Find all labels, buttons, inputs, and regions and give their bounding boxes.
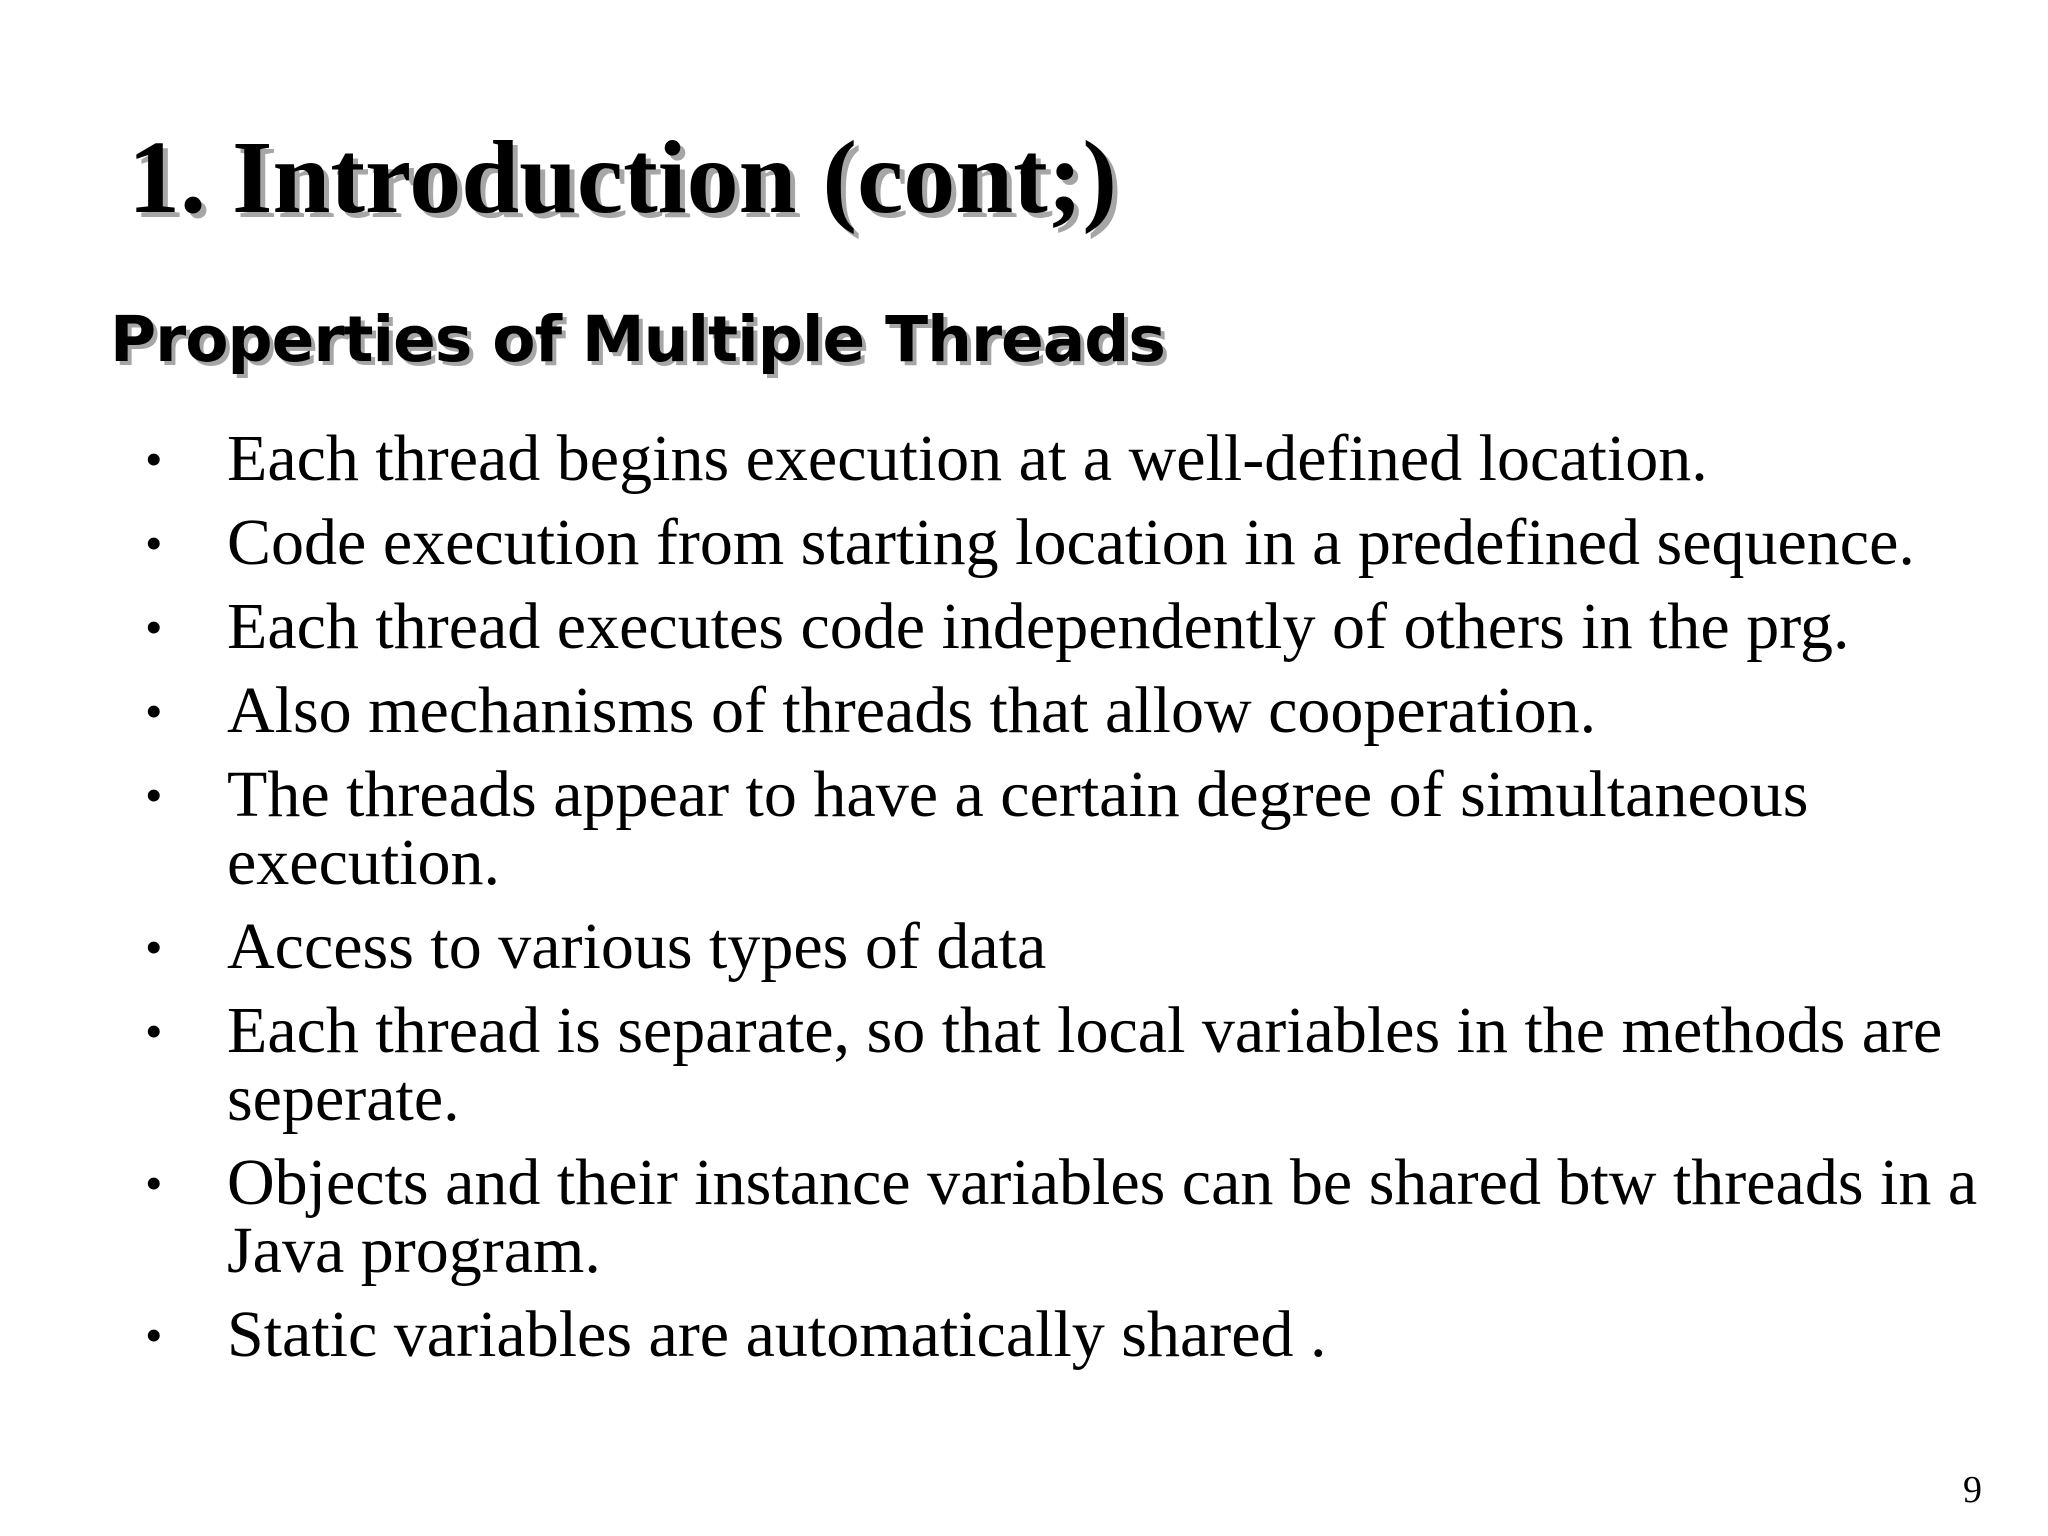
bullet-icon: • [145, 1003, 163, 1059]
bullet-text: The threads appear to have a certain degree of simultaneous execution. [227, 758, 1809, 899]
bullet-icon: • [145, 431, 163, 487]
bullet-text: Access to various types of data [227, 910, 1047, 983]
bullet-icon: • [145, 1155, 163, 1211]
bullet-item [145, 506, 2015, 579]
bullet-text: Each thread is separate, so that local variables in the methods are seperate. [227, 994, 1943, 1135]
slide-title: 1. Introduction (cont;) [128, 120, 1117, 235]
bullet-icon: • [145, 599, 163, 655]
bullet-text: Static variables are automatically shared . [227, 1298, 1327, 1371]
bullet-text: Each thread begins execution at a well-defined location. [227, 422, 1708, 495]
bullet-text: Each thread executes code independently of others in the prg. [227, 590, 1850, 663]
bullet-text: Objects and their instance variables can be shared btw threads in a Java program. [227, 1146, 1978, 1287]
bullet-icon: • [145, 1307, 163, 1363]
page-number: 9 [1963, 1469, 1982, 1511]
bullet-icon: • [145, 515, 163, 571]
bullet-item [145, 674, 2015, 747]
bullet-icon: • [145, 919, 163, 975]
bullet-item [145, 1298, 2015, 1371]
bullet-item [145, 422, 2015, 495]
bullet-item [145, 910, 2015, 983]
bullet-item [145, 1146, 2015, 1287]
bullet-text: Code execution from starting location in a predefined sequence. [227, 506, 1915, 579]
bullet-icon: • [145, 767, 163, 823]
bullet-list [145, 422, 2015, 1385]
slide-subtitle: Properties of Multiple Threads [110, 303, 1165, 376]
bullet-item [145, 994, 2015, 1135]
bullet-item [145, 758, 2015, 899]
bullet-item [145, 590, 2015, 663]
bullet-icon: • [145, 683, 163, 739]
bullet-text: Also mechanisms of threads that allow cooperation. [227, 674, 1597, 747]
